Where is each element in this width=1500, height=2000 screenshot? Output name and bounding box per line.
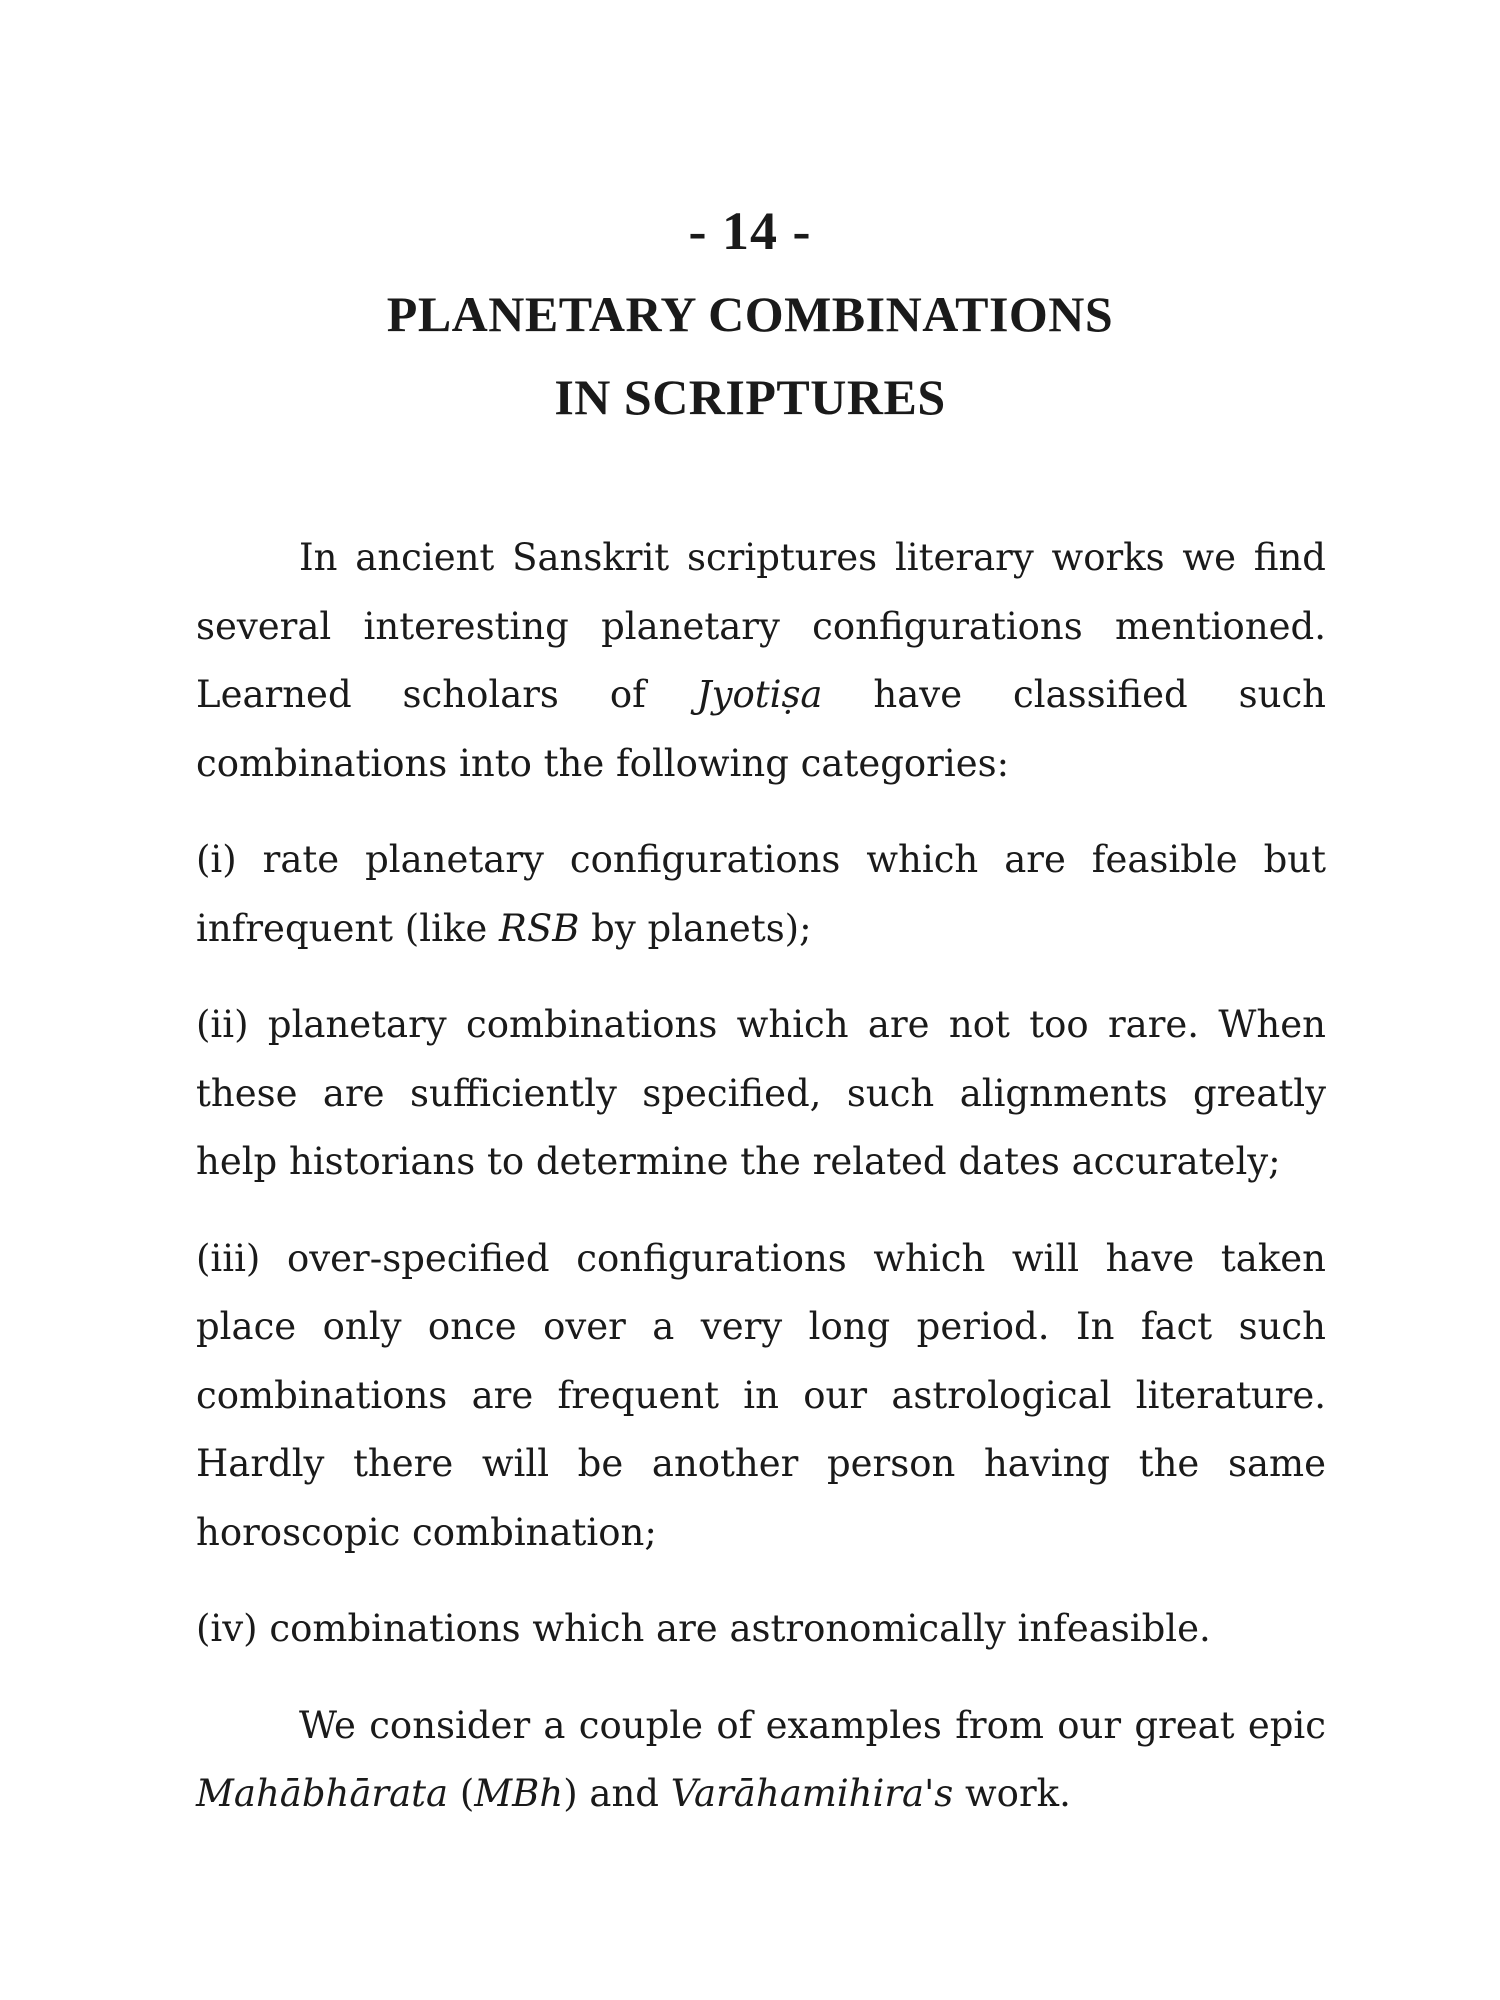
intro-paragraph bbox=[196, 524, 1326, 798]
intro-text-1: In ancient Sanskrit scriptures literary works we find several interesting planetary configurations mentioned. Learned scholars of bbox=[196, 536, 1326, 716]
closing-italic-mahabharata: Mahābhārata bbox=[196, 1772, 449, 1815]
intro-italic-term: Jyotiṣa bbox=[696, 673, 823, 716]
chapter-number: - 14 - bbox=[688, 201, 812, 261]
category-item-1 bbox=[196, 826, 1326, 963]
closing-text-2: ( bbox=[448, 1772, 475, 1815]
category-item-4: (iv) combinations which are astronomically infeasible. bbox=[196, 1607, 1211, 1650]
closing-italic-mbh: MBh bbox=[474, 1772, 564, 1815]
closing-text-4: work. bbox=[953, 1772, 1071, 1815]
body-text bbox=[196, 524, 1326, 1829]
chapter-title-line-2: IN SCRIPTURES bbox=[554, 369, 946, 425]
category-item-1-italic: RSB bbox=[499, 906, 580, 950]
intro-text-2: have classified such combinations into the following categories: bbox=[196, 673, 1326, 785]
category-item-3: (iii) over-specified configurations which will have taken place only once over a very long period. In fact such combinations are frequent in our astrological literature. Hardly there will be another person having the same horoscopic combination; bbox=[196, 1236, 1326, 1554]
chapter-title-line-1: PLANETARY COMBINATIONS bbox=[386, 286, 1114, 342]
closing-italic-varahamihira: Varāhamihira's bbox=[670, 1772, 954, 1815]
category-item-1-text: (i) rate planetary configurations which are feasible but infrequent (like bbox=[196, 838, 1326, 950]
closing-paragraph bbox=[196, 1692, 1326, 1829]
closing-text-1: We consider a couple of examples from our great epic bbox=[299, 1703, 1326, 1747]
closing-text-3: ) and bbox=[563, 1772, 671, 1815]
category-item-2: (ii) planetary combinations which are not too rare. When these are sufficiently specified, such alignments greatly help historians to determine the related dates accurately; bbox=[196, 1003, 1326, 1183]
category-item-1-suffix: by planets); bbox=[579, 906, 812, 950]
